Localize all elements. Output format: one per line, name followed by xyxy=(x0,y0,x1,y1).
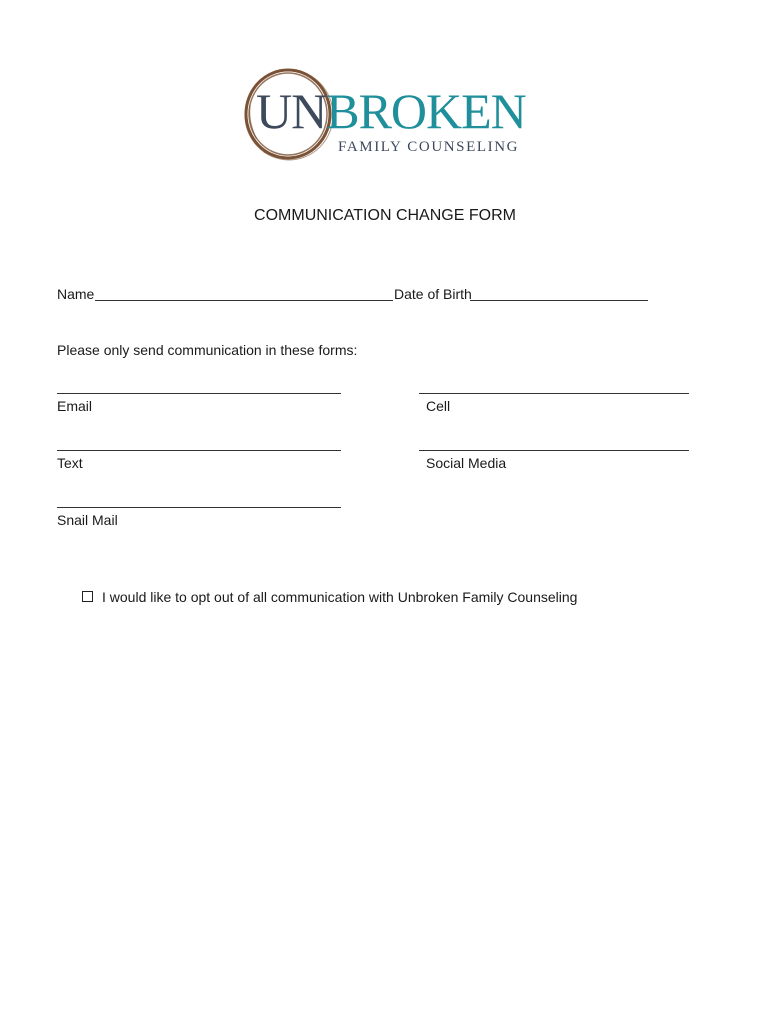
dob-label: Date of Birth xyxy=(394,286,472,302)
dob-field[interactable] xyxy=(470,300,648,301)
logo-un-text: UN xyxy=(256,83,327,139)
social-media-field[interactable] xyxy=(419,450,689,451)
page-title: COMMUNICATION CHANGE FORM xyxy=(254,207,516,224)
opt-out-label: I would like to opt out of all communication with Unbroken Family Counseling xyxy=(102,589,578,605)
logo-wordmark xyxy=(256,83,526,139)
unbroken-logo xyxy=(242,66,532,166)
instruction-text: Please only send communication in these forms: xyxy=(57,342,358,358)
snail-mail-field[interactable] xyxy=(57,507,341,508)
name-field[interactable] xyxy=(95,300,393,301)
social-media-label: Social Media xyxy=(426,455,507,471)
snail-mail-label: Snail Mail xyxy=(57,512,118,528)
text-field[interactable] xyxy=(57,450,341,451)
logo-broken-text: BROKEN xyxy=(326,83,526,139)
cell-label: Cell xyxy=(426,398,451,414)
email-label: Email xyxy=(57,398,93,414)
cell-field[interactable] xyxy=(419,393,689,394)
name-label: Name xyxy=(57,286,95,302)
opt-out-checkbox[interactable] xyxy=(82,591,93,602)
text-label: Text xyxy=(57,455,83,471)
logo-subtitle: FAMILY COUNSELING xyxy=(338,139,520,155)
email-field[interactable] xyxy=(57,393,341,394)
